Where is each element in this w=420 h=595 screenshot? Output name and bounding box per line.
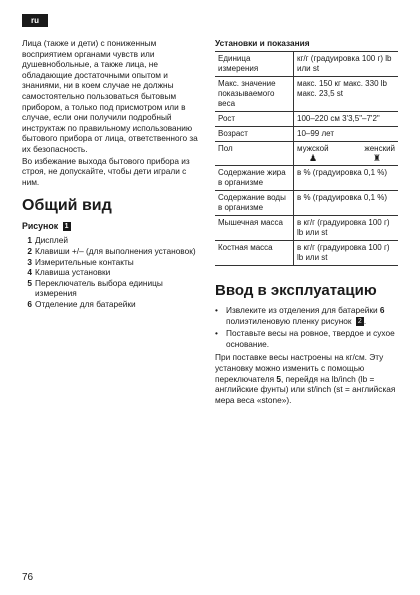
table-row <box>215 112 398 127</box>
part-number: 6 <box>379 305 385 315</box>
table-value: в кг/г (градуировка 100 г) lb или st <box>294 241 399 266</box>
para-text: При поставке весы настроены на кг/см. Эту установку можно изменить с помощью переключателя <box>215 352 384 384</box>
settings-table-title: Установки и показания <box>215 38 310 48</box>
table-value <box>294 142 399 166</box>
table-row <box>215 166 398 191</box>
children-warning-paragraph: Во избежание выхода бытового прибора из строя, не допускайте, чтобы дети играли с ним. <box>22 155 190 187</box>
figure-number-badge: 2 <box>356 317 364 326</box>
list-item <box>22 278 204 299</box>
item-number: 3 <box>27 256 32 267</box>
item-text: Поставьте весы на ровное, твердое и сухое основание. <box>226 328 395 349</box>
item-number: 5 <box>27 277 32 288</box>
item-number: 4 <box>27 267 32 278</box>
table-value: 10–99 лет <box>294 127 399 142</box>
table-value: в % (градуировка 0,1 %) <box>294 191 399 216</box>
table-row <box>215 142 398 166</box>
table-key: Пол <box>215 142 294 166</box>
table-key: Единица измерения <box>215 52 294 77</box>
language-tab: ru <box>22 14 48 27</box>
table-key: Макс. значение показываемого веса <box>215 77 294 112</box>
male-label: мужской <box>297 144 329 153</box>
overview-heading: Общий вид <box>22 197 112 215</box>
bullet-icon: • <box>215 305 218 315</box>
item-number: 1 <box>27 235 32 246</box>
table-value: 100–220 см 3'3,5"–7'2" <box>294 112 399 127</box>
female-figure-icon: ♜ <box>372 153 381 163</box>
settings-table <box>215 51 398 266</box>
list-item <box>215 328 398 349</box>
figure-label: Рисунок <box>22 221 59 232</box>
item-text: Измерительные контакты <box>35 256 134 267</box>
table-value: кг/г (градуировка 100 г) lb или st <box>294 52 399 77</box>
item-number: 2 <box>27 245 32 256</box>
list-item <box>215 305 398 326</box>
table-row <box>215 127 398 142</box>
item-text: Клавиши +/– (для выполнения установок) <box>35 245 196 256</box>
item-text: Клавиша установки <box>35 267 111 278</box>
table-value: макс. 150 кг макс. 330 lb макс. 23,5 st <box>294 77 399 112</box>
safety-paragraph: Лица (также и дети) с пониженным восприятием органами чувств или душевнобольные, а также лица, не обладающие достаточными опытом и знаниями, ни в коем случае не должны самостоятельно пользоваться бытовым прибором, а только под присмотром или в случае, если они получили подробный инструктаж по правильному использованию бытового прибора от лица, ответственного за их безопасность. <box>22 38 198 154</box>
right-column <box>215 38 398 406</box>
male-figure-icon: ♟ <box>309 153 318 163</box>
table-value: в % (градуировка 0,1 %) <box>294 166 399 191</box>
item-text: Переключатель выбора единицы измерения <box>35 277 163 299</box>
page-number: 76 <box>22 572 34 583</box>
bullet-icon: • <box>215 328 218 339</box>
table-key: Содержание воды в организме <box>215 191 294 216</box>
bullet1-rest: полиэтиленовую пленку рисунок <box>226 315 352 326</box>
parts-list <box>22 235 204 309</box>
item-number: 6 <box>27 298 32 309</box>
table-key: Содержание жира в организме <box>215 166 294 191</box>
table-row <box>215 191 398 216</box>
table-value: в кг/г (градуировка 100 г) lb или st <box>294 216 399 241</box>
table-key: Костная масса <box>215 241 294 266</box>
bullet1-text: Извлеките из отделения для батарейки <box>226 305 378 315</box>
para-text-rest: , перейдя на lb/inch (lb = английские фунты) или st/inch (st = английская мера веса «stone»). <box>215 373 396 405</box>
list-item <box>22 299 204 310</box>
startup-heading: Ввод в эксплуатацию <box>215 282 377 299</box>
table-row <box>215 52 398 77</box>
list-item <box>22 235 204 246</box>
figure-number-badge: 1 <box>63 222 71 231</box>
list-item <box>22 246 204 257</box>
unit-setting-paragraph <box>215 352 398 405</box>
part-number: 5 <box>276 373 282 384</box>
left-column <box>22 38 204 309</box>
list-item <box>22 257 204 268</box>
table-key: Возраст <box>215 127 294 142</box>
table-row <box>215 241 398 266</box>
table-row <box>215 77 398 112</box>
female-label: женский <box>364 144 395 153</box>
table-row <box>215 216 398 241</box>
list-item <box>22 267 204 278</box>
item-text: Дисплей <box>35 235 68 246</box>
item-text: Извлеките из отделения для батарейки 6 полиэтиленовую пленку рисунок 2 . <box>226 305 385 326</box>
table-key: Рост <box>215 112 294 127</box>
figure-heading <box>22 221 204 231</box>
item-text: Отделение для батарейки <box>35 298 136 309</box>
table-key: Мышечная масса <box>215 216 294 241</box>
